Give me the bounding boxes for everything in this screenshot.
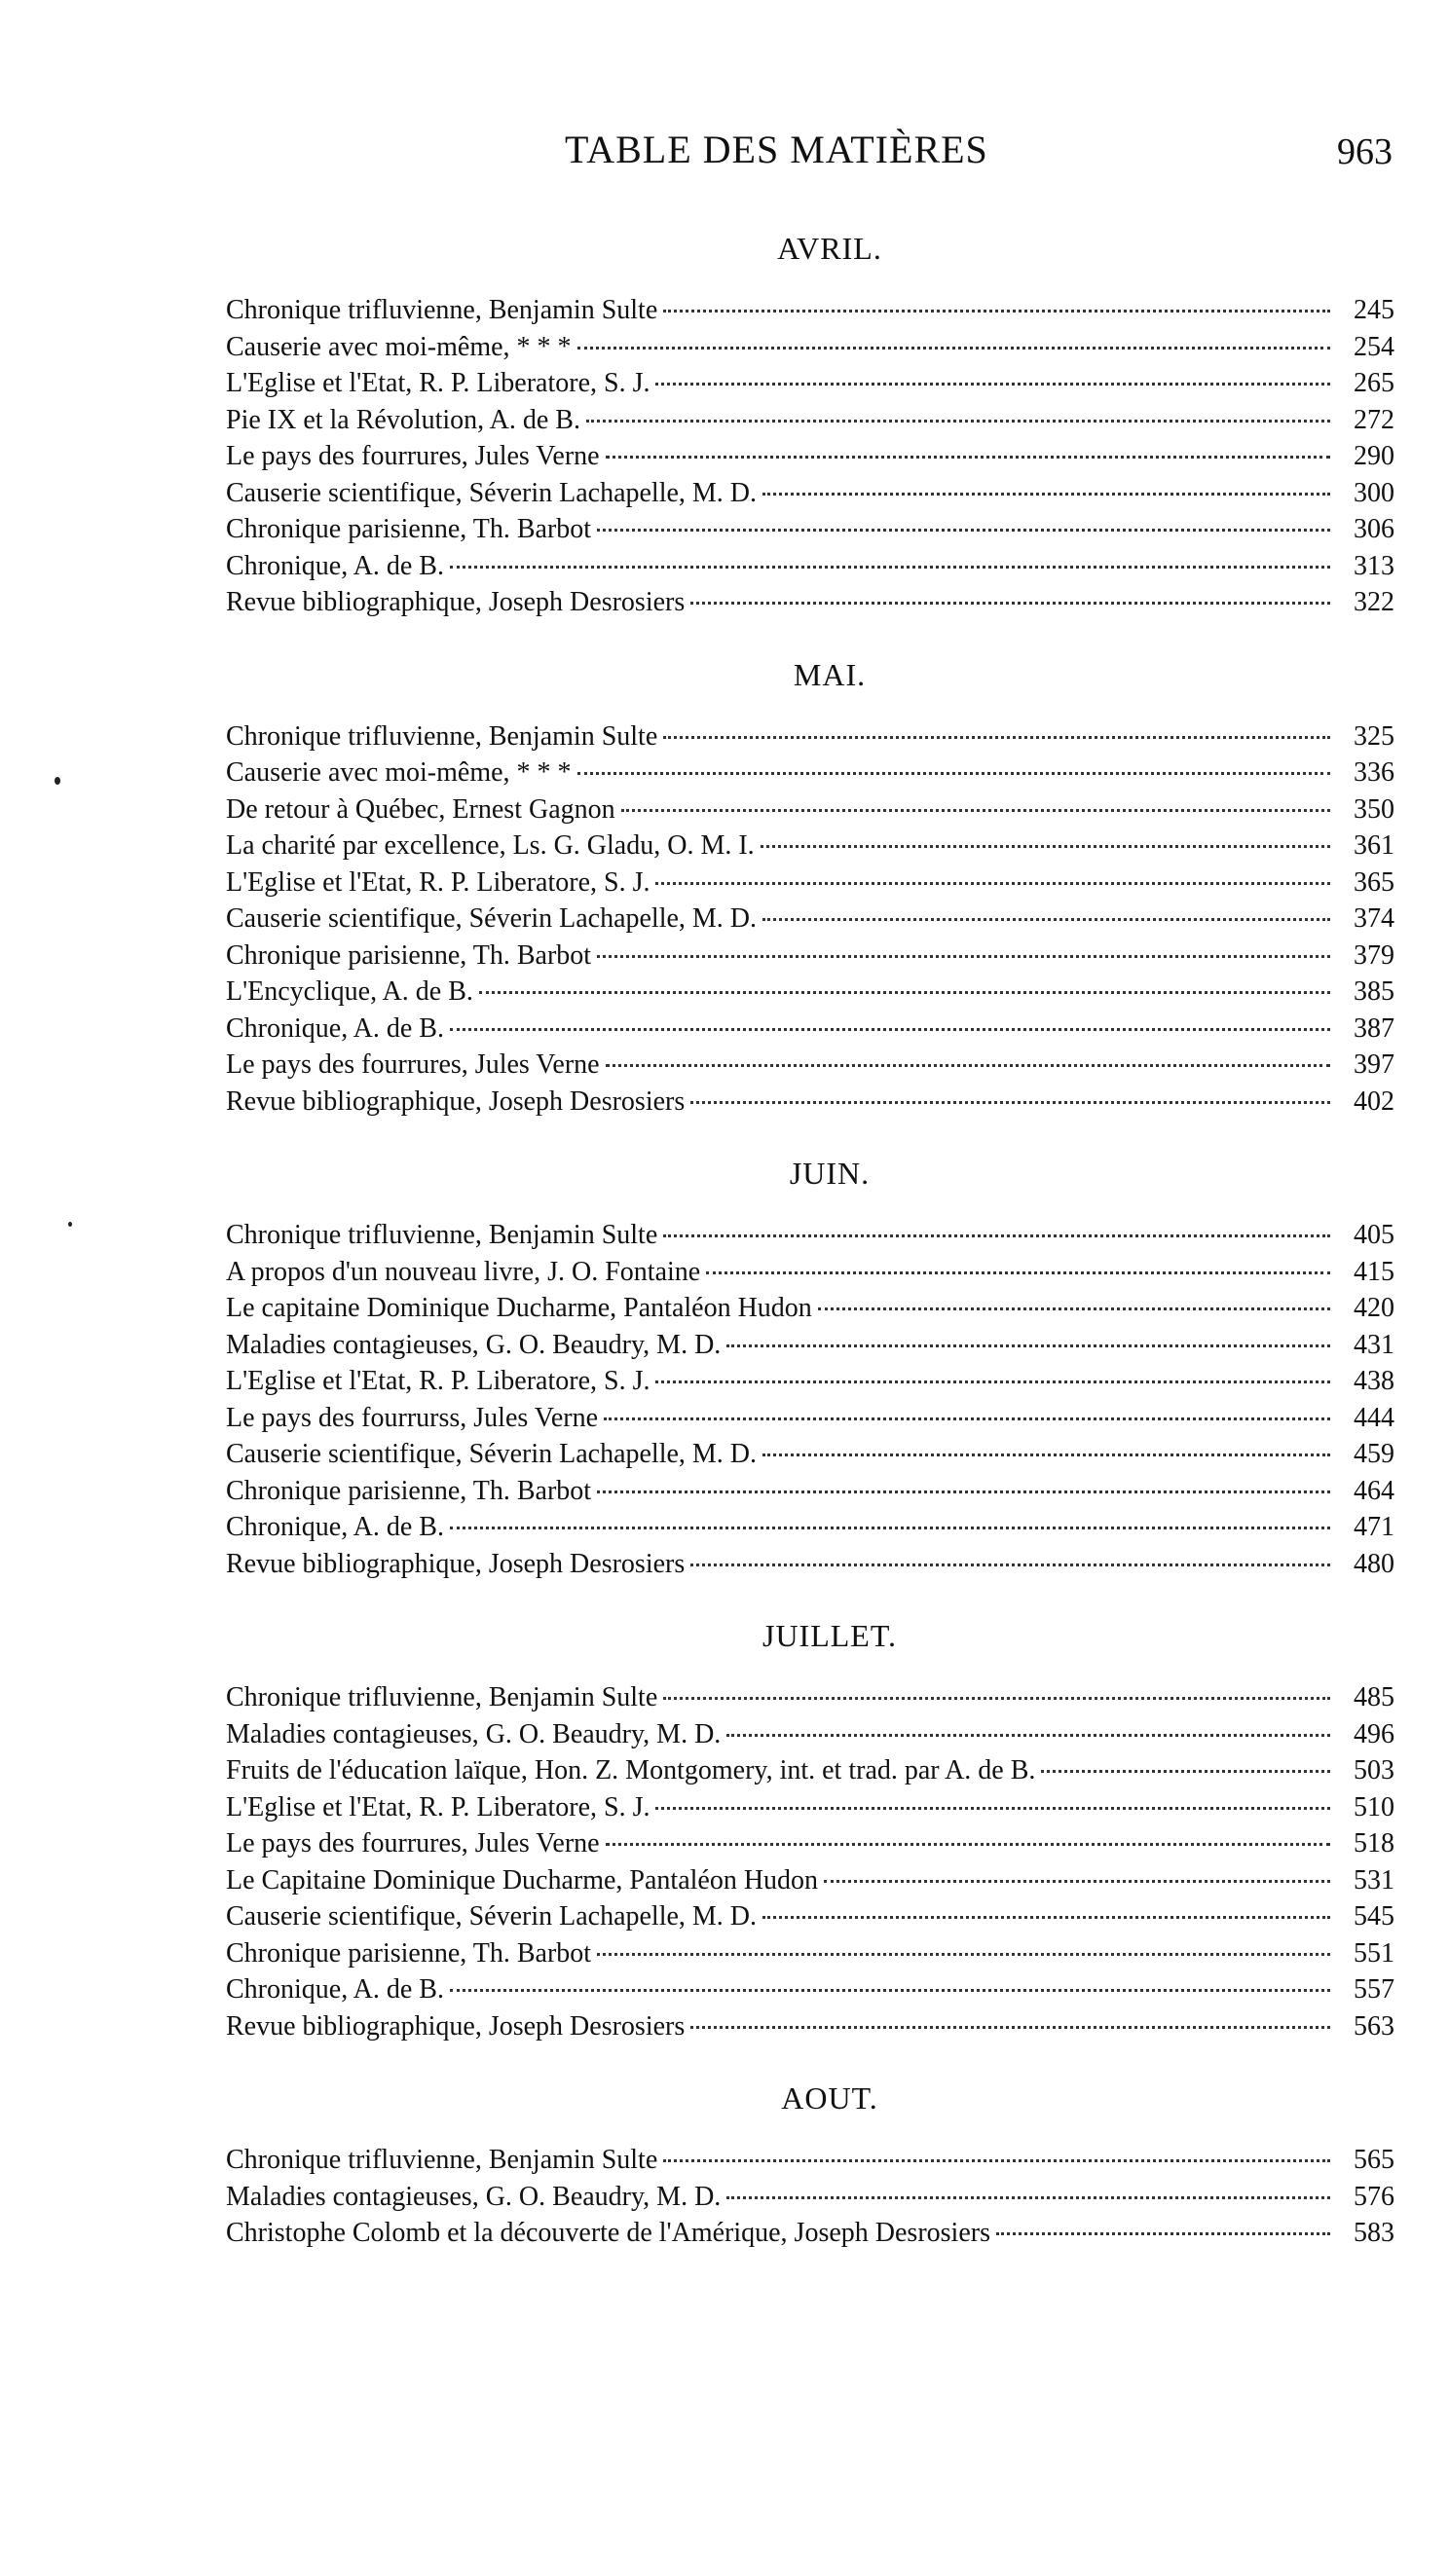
dot-leader [450, 1028, 1330, 1031]
dot-leader [604, 1417, 1330, 1420]
dot-leader [762, 1916, 1330, 1919]
toc-section [226, 230, 1394, 621]
dot-leader [690, 1101, 1330, 1104]
dot-leader [663, 2159, 1330, 2162]
dot-leader [655, 383, 1330, 386]
entry-page-number: 397 [1354, 1049, 1394, 1080]
toc-entry [226, 865, 1394, 902]
entry-page-number: 576 [1354, 2181, 1394, 2212]
entry-page-number: 254 [1354, 331, 1394, 362]
entry-page-number: 290 [1354, 441, 1394, 471]
entry-page-number: 496 [1354, 1718, 1394, 1749]
section-heading: JUILLET. [762, 1618, 898, 1653]
toc-entry [226, 1363, 1394, 1400]
dot-leader [663, 736, 1330, 739]
toc-section [226, 2079, 1394, 2252]
entry-page-number: 265 [1354, 368, 1394, 398]
ink-speck [55, 777, 60, 785]
entry-title: Chronique, A. de B. [226, 1512, 444, 1542]
dot-leader [606, 1843, 1330, 1846]
dot-leader [762, 1454, 1330, 1456]
entry-page-number: 420 [1354, 1293, 1394, 1323]
entry-page-number: 444 [1354, 1402, 1394, 1433]
dot-leader [663, 310, 1330, 313]
entry-page-number: 557 [1354, 1974, 1394, 2005]
toc-entry [226, 329, 1394, 366]
toc-entry [226, 1011, 1394, 1048]
page-number: 963 [1337, 131, 1393, 172]
entry-title: Chronique trifluvienne, Benjamin Sulte [226, 2145, 658, 2175]
entry-title: Causerie avec moi-même, * * * [226, 757, 572, 788]
entry-title: L'Eglise et l'Etat, R. P. Liberatore, S. J. [226, 368, 650, 398]
toc-entry [226, 2008, 1394, 2045]
toc-entry [226, 1473, 1394, 1510]
entry-page-number: 438 [1354, 1366, 1394, 1396]
dot-leader [706, 1271, 1330, 1274]
entry-page-number: 361 [1354, 830, 1394, 861]
entry-page-number: 336 [1354, 757, 1394, 788]
entry-page-number: 322 [1354, 587, 1394, 617]
dot-leader [996, 2232, 1330, 2235]
entry-title: Revue bibliographique, Joseph Desrosiers [226, 1548, 686, 1579]
entry-page-number: 402 [1354, 1086, 1394, 1117]
entry-title: Maladies contagieuses, G. O. Beaudry, M. D. [226, 2181, 722, 2212]
toc-entry [226, 1679, 1394, 1716]
toc-entry [226, 1935, 1394, 1972]
entry-title: Le pays des fourrures, Jules Verne [226, 1828, 600, 1858]
dot-leader [450, 566, 1330, 569]
toc-entry [226, 1825, 1394, 1862]
entry-title: Chronique trifluvienne, Benjamin Sulte [226, 295, 658, 325]
toc-entry [226, 402, 1394, 439]
dot-leader [663, 1234, 1330, 1237]
dot-leader [690, 2026, 1330, 2029]
dot-leader [663, 1697, 1330, 1700]
entry-page-number: 565 [1354, 2145, 1394, 2175]
entry-title: Causerie scientifique, Séverin Lachapelle, M. D. [226, 477, 758, 508]
toc-entry [226, 292, 1394, 329]
entry-title: Chronique trifluvienne, Benjamin Sulte [226, 1682, 658, 1712]
entry-page-number: 510 [1354, 1791, 1394, 1822]
entry-title: Chronique parisienne, Th. Barbot [226, 1475, 592, 1506]
entry-page-number: 563 [1354, 2010, 1394, 2042]
entry-title: Causerie avec moi-même, * * * [226, 331, 572, 362]
toc-entry [226, 754, 1394, 791]
entry-title: Causerie scientifique, Séverin Lachapelle, M. D. [226, 1439, 758, 1469]
dot-leader [655, 1380, 1330, 1383]
running-title: TABLE DES MATIÈRES [565, 128, 988, 171]
section-heading: MAI. [793, 656, 867, 692]
entry-page-number: 387 [1354, 1012, 1394, 1044]
dot-leader [606, 456, 1330, 459]
toc-section [226, 656, 1394, 1121]
entry-title: Revue bibliographique, Joseph Desrosiers [226, 587, 686, 617]
toc-entry [226, 1084, 1394, 1121]
entry-page-number: 480 [1354, 1548, 1394, 1579]
dot-leader [606, 1064, 1330, 1067]
toc-entry [226, 2142, 1394, 2179]
entry-title: Le Capitaine Dominique Ducharme, Pantaléon Hudon [226, 1864, 819, 1895]
entry-page-number: 503 [1354, 1755, 1394, 1785]
entry-page-number: 583 [1354, 2218, 1394, 2248]
entry-title: Chronique trifluvienne, Benjamin Sulte [226, 1220, 658, 1250]
toc-entry [226, 548, 1394, 585]
entry-title: Fruits de l'éducation laïque, Hon. Z. Montgomery, int. et trad. par A. de B. [226, 1755, 1036, 1785]
entry-title: Chronique trifluvienne, Benjamin Sulte [226, 720, 658, 752]
entry-title: Le pays des fourrures, Jules Verne [226, 1049, 600, 1080]
entry-page-number: 385 [1354, 976, 1394, 1007]
entry-page-number: 272 [1354, 404, 1394, 435]
entry-title: Revue bibliographique, Joseph Desrosiers [226, 1086, 686, 1117]
entry-page-number: 313 [1354, 550, 1394, 581]
section-heading: JUIN. [789, 1156, 871, 1191]
dot-leader [726, 1344, 1330, 1347]
entry-page-number: 459 [1354, 1439, 1394, 1469]
toc-entry [226, 791, 1394, 828]
entry-page-number: 405 [1354, 1220, 1394, 1250]
entry-page-number: 531 [1354, 1864, 1394, 1895]
entry-title: Chronique parisienne, Th. Barbot [226, 939, 592, 971]
dot-leader [577, 347, 1330, 350]
toc-entry [226, 1971, 1394, 2008]
entry-title: Chronique parisienne, Th. Barbot [226, 514, 592, 544]
dot-leader [726, 1734, 1330, 1737]
dot-leader [655, 882, 1330, 885]
toc-entry [226, 938, 1394, 975]
dot-leader [824, 1880, 1330, 1883]
entry-title: Chronique, A. de B. [226, 1012, 444, 1044]
toc-entry [226, 2179, 1394, 2216]
dot-leader [726, 2196, 1330, 2199]
entry-title: A propos d'un nouveau livre, J. O. Fontaine [226, 1256, 701, 1287]
dot-leader [577, 772, 1330, 775]
entry-page-number: 379 [1354, 939, 1394, 971]
entry-page-number: 374 [1354, 903, 1394, 934]
entry-title: Revue bibliographique, Joseph Desrosiers [226, 2010, 686, 2042]
dot-leader [597, 529, 1330, 532]
toc-entry [226, 1290, 1394, 1327]
dot-leader [597, 1490, 1330, 1493]
toc-entry [226, 1862, 1394, 1899]
toc-entry [226, 365, 1394, 402]
entry-title: L'Eglise et l'Etat, R. P. Liberatore, S. J. [226, 866, 650, 898]
entry-page-number: 415 [1354, 1256, 1394, 1287]
entry-title: L'Encyclique, A. de B. [226, 976, 473, 1007]
toc-entry [226, 1254, 1394, 1291]
toc-entry [226, 901, 1394, 938]
entry-page-number: 306 [1354, 514, 1394, 544]
dot-leader [479, 991, 1330, 994]
entry-title: Causerie scientifique, Séverin Lachapelle, M. D. [226, 1901, 758, 1932]
dot-leader [450, 1527, 1330, 1529]
entry-title: L'Eglise et l'Etat, R. P. Liberatore, S. J. [226, 1366, 650, 1396]
toc-entry [226, 974, 1394, 1011]
entry-page-number: 325 [1354, 720, 1394, 752]
entry-title: L'Eglise et l'Etat, R. P. Liberatore, S. J. [226, 1791, 650, 1822]
entry-page-number: 365 [1354, 866, 1394, 898]
entry-title: Christophe Colomb et la découverte de l'Amérique, Joseph Desrosiers [226, 2218, 990, 2248]
entry-page-number: 545 [1354, 1901, 1394, 1932]
entry-title: De retour à Québec, Ernest Gagnon [226, 793, 615, 825]
entry-title: Pie IX et la Révolution, A. de B. [226, 404, 580, 435]
dot-leader [761, 845, 1330, 848]
toc-section [226, 1155, 1394, 1582]
toc-entry [226, 438, 1394, 475]
entry-page-number: 300 [1354, 477, 1394, 508]
section-heading: AVRIL. [777, 231, 882, 266]
entry-page-number: 245 [1354, 295, 1394, 325]
section-heading: AOUT. [781, 2080, 878, 2116]
entry-page-number: 431 [1354, 1329, 1394, 1360]
entry-page-number: 518 [1354, 1828, 1394, 1858]
entry-title: Le pays des fourrurss, Jules Verne [226, 1402, 599, 1433]
toc-entry [226, 1047, 1394, 1084]
toc-entry [226, 828, 1394, 865]
dot-leader [690, 1564, 1330, 1566]
entry-title: Chronique parisienne, Th. Barbot [226, 1937, 592, 1969]
toc-entry [226, 1546, 1394, 1583]
dot-leader [597, 1953, 1330, 1956]
entry-title: Causerie scientifique, Séverin Lachapelle, M. D. [226, 903, 758, 934]
toc-entry [226, 1436, 1394, 1473]
dot-leader [450, 1989, 1330, 1992]
toc-entry [226, 1400, 1394, 1437]
toc-entry [226, 1752, 1394, 1789]
toc-entry [226, 1898, 1394, 1935]
toc-section [226, 1617, 1394, 2044]
dot-leader [818, 1307, 1330, 1310]
entry-page-number: 350 [1354, 793, 1394, 825]
toc-entry [226, 1327, 1394, 1364]
entry-title: Le pays des fourrures, Jules Verne [226, 441, 600, 471]
entry-page-number: 551 [1354, 1937, 1394, 1969]
toc-entry [226, 511, 1394, 548]
entry-title: Maladies contagieuses, G. O. Beaudry, M. D. [226, 1718, 722, 1749]
entry-page-number: 464 [1354, 1475, 1394, 1506]
toc-entry [226, 1217, 1394, 1254]
dot-leader [586, 420, 1330, 423]
ink-speck [68, 1222, 72, 1227]
dot-leader [1041, 1770, 1330, 1773]
entry-title: Le capitaine Dominique Ducharme, Pantaléon Hudon [226, 1293, 812, 1323]
entry-page-number: 485 [1354, 1682, 1394, 1712]
entry-title: La charité par excellence, Ls. G. Gladu, O. M. I. [226, 830, 755, 861]
dot-leader [762, 493, 1330, 496]
toc-entry [226, 1716, 1394, 1753]
toc-entry [226, 718, 1394, 755]
table-of-contents [226, 226, 1394, 2252]
entry-title: Chronique, A. de B. [226, 1974, 444, 2005]
toc-entry [226, 584, 1394, 621]
entry-title: Chronique, A. de B. [226, 550, 444, 581]
dot-leader [597, 955, 1330, 958]
dot-leader [690, 602, 1330, 605]
toc-entry [226, 475, 1394, 512]
toc-entry [226, 1509, 1394, 1546]
running-head [224, 127, 1393, 185]
dot-leader [762, 918, 1330, 921]
toc-entry [226, 1789, 1394, 1826]
entry-title: Maladies contagieuses, G. O. Beaudry, M. D. [226, 1329, 722, 1360]
entry-page-number: 471 [1354, 1512, 1394, 1542]
toc-entry [226, 2215, 1394, 2252]
dot-leader [621, 809, 1330, 812]
dot-leader [655, 1807, 1330, 1810]
